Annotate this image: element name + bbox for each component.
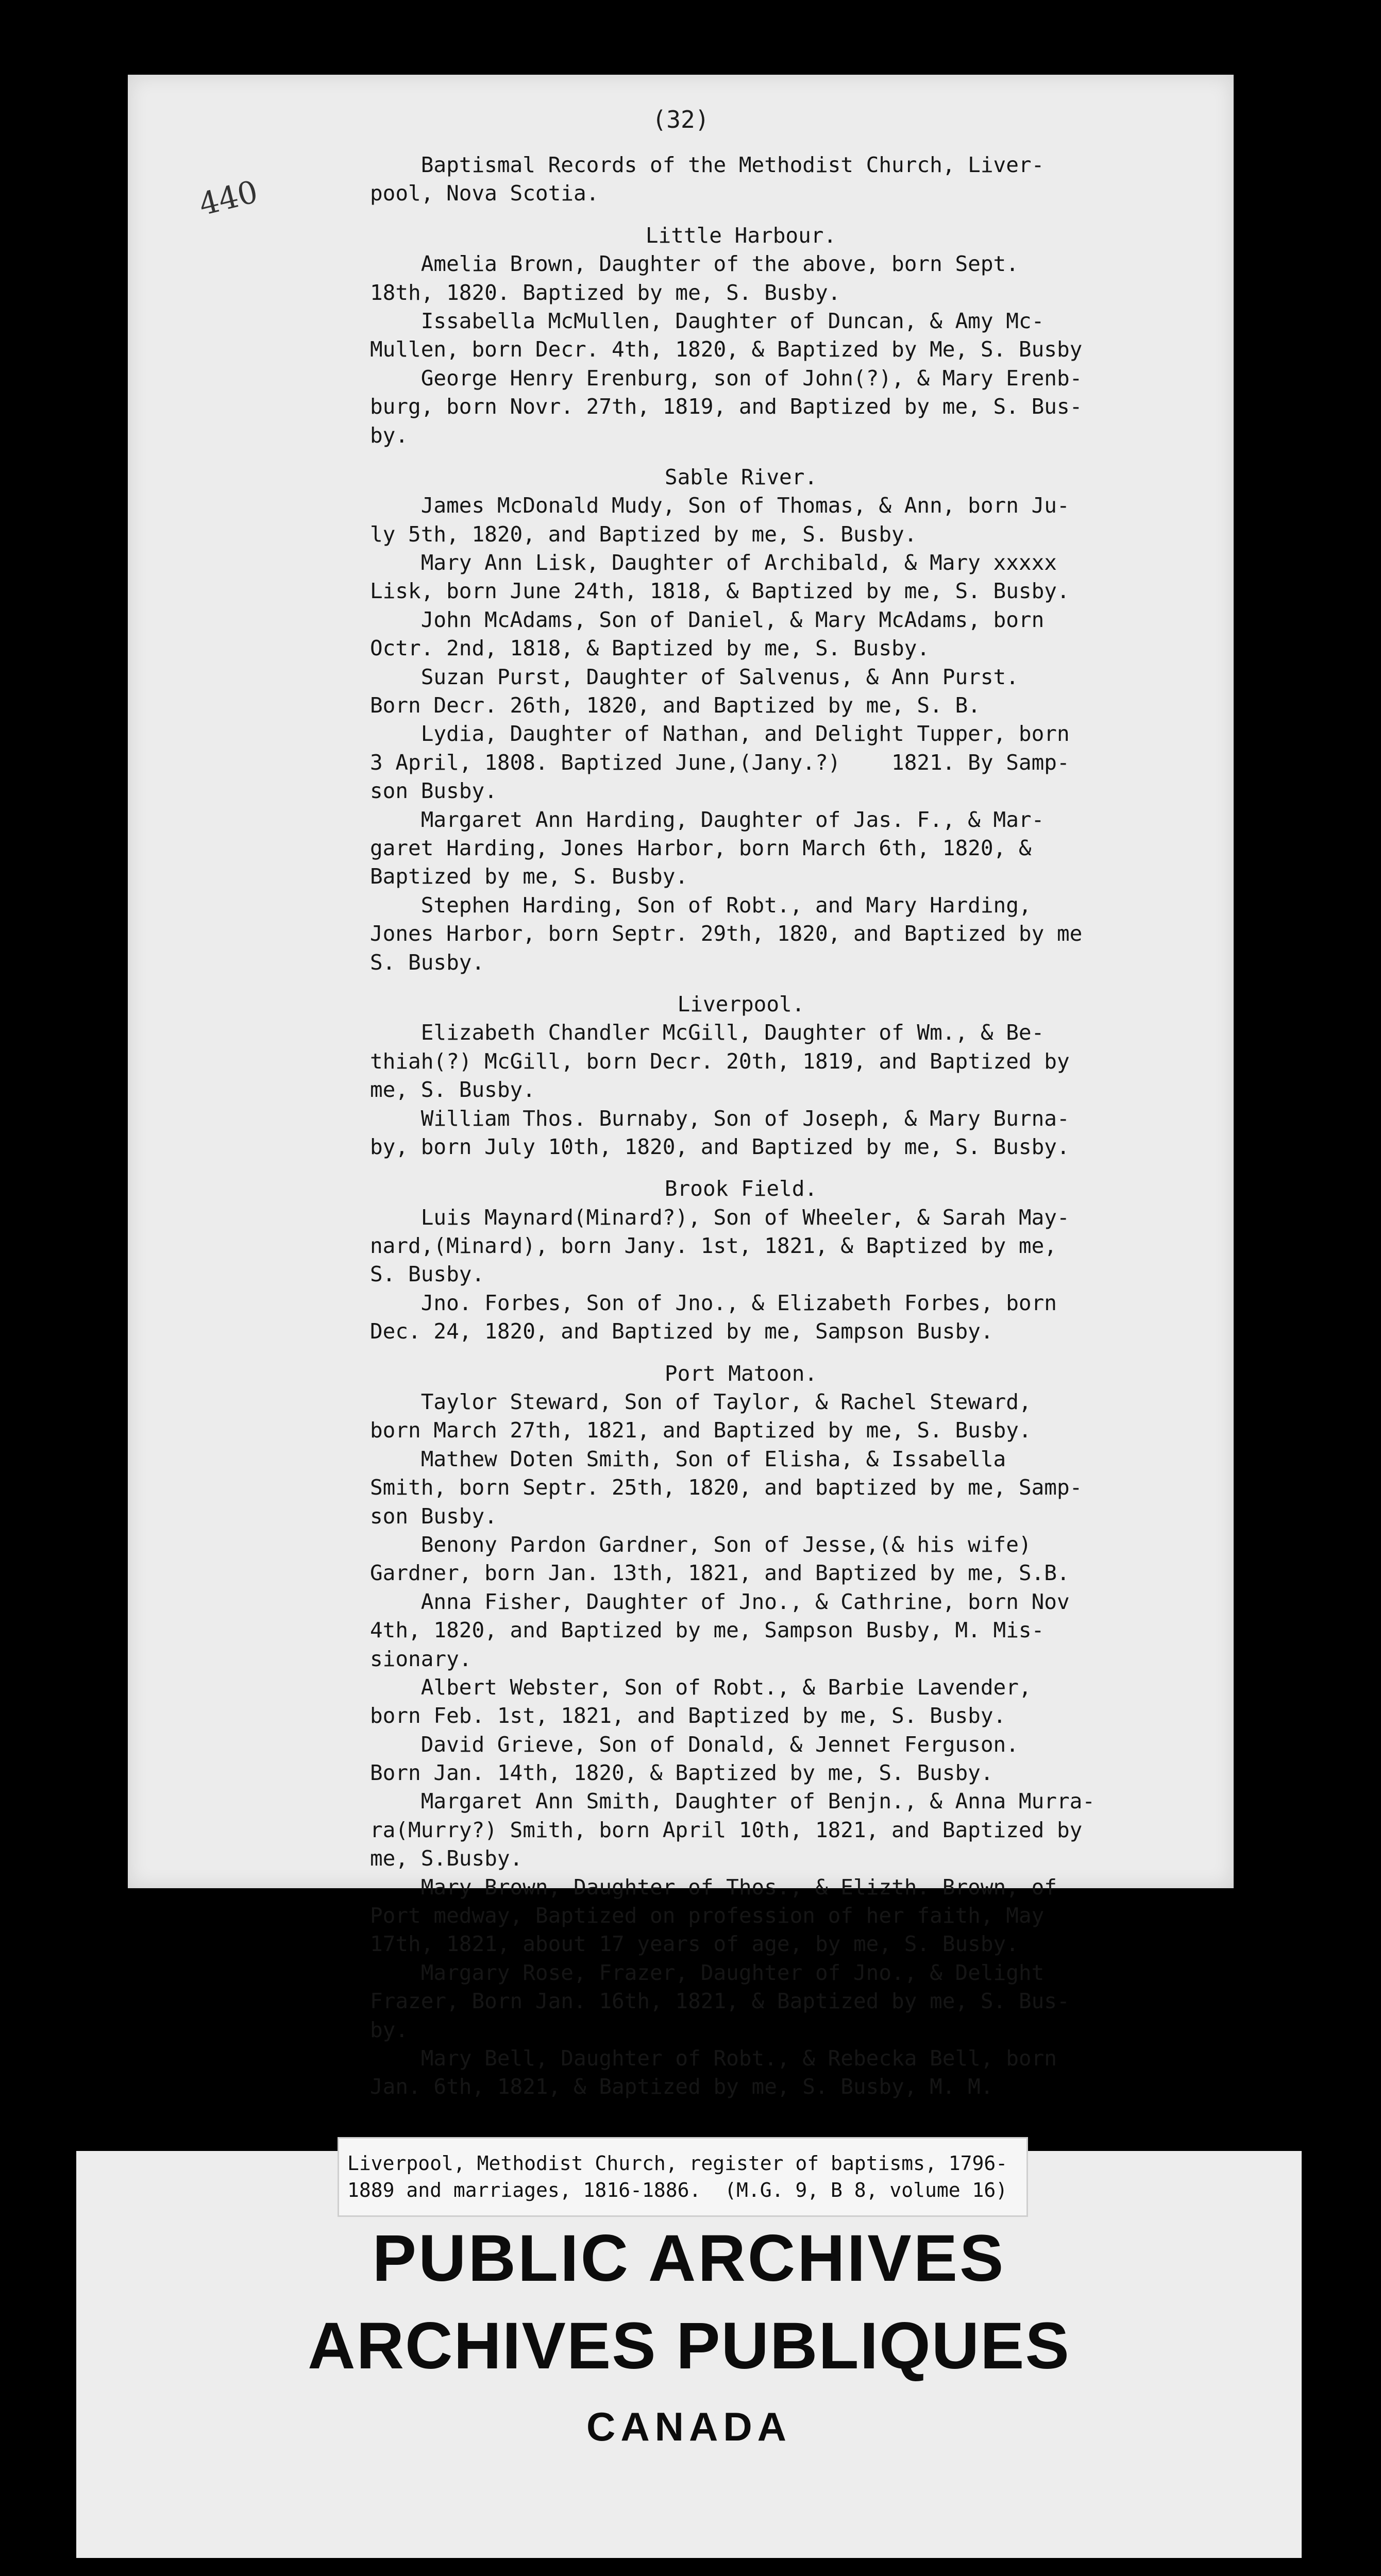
record-line: by. — [370, 2017, 409, 2042]
record-line: burg, born Novr. 27th, 1819, and Baptized by me, S. Bus- — [370, 394, 1083, 419]
record-text — [370, 151, 1194, 2102]
archive-title-english: PUBLIC ARCHIVES — [372, 2222, 1006, 2295]
record-line: Taylor Steward, Son of Taylor, & Rachel Steward, — [370, 1389, 1032, 1415]
record-line: Margaret Ann Smith, Daughter of Benjn., & Anna Murra- — [370, 1789, 1095, 1814]
record-line: Elizabeth Chandler McGill, Daughter of Wm., & Be- — [370, 1020, 1045, 1045]
section-heading: Brook Field. — [664, 1176, 818, 1201]
record-line: 18th, 1820. Baptized by me, S. Busby. — [370, 280, 841, 305]
record-line: pool, Nova Scotia. — [370, 181, 599, 206]
record-line: George Henry Erenburg, son of John(?), & Mary Erenb- — [370, 365, 1083, 391]
record-line: ly 5th, 1820, and Baptized by me, S. Busby. — [370, 521, 917, 547]
record-line: son Busby. — [370, 778, 497, 804]
citation-slip — [338, 2137, 1028, 2217]
section-gap — [370, 977, 1194, 990]
record-line: Octr. 2nd, 1818, & Baptized by me, S. Busby. — [370, 636, 930, 661]
record-line: Jones Harbor, born Septr. 29th, 1820, and Baptized by me — [370, 921, 1083, 946]
record-line: Frazer, Born Jan. 16th, 1821, & Baptized by me, S. Bus- — [370, 1989, 1070, 2014]
record-line: Amelia Brown, Daughter of the above, born Sept. — [370, 251, 1019, 277]
record-line: Lydia, Daughter of Nathan, and Delight Tupper, born — [370, 721, 1070, 747]
record-line: David Grieve, Son of Donald, & Jennet Ferguson. — [370, 1732, 1019, 1757]
citation-line-1: Liverpool, Methodist Church, register of baptisms, 1796- — [347, 2152, 1008, 2175]
record-line: Jan. 6th, 1821, & Baptized by me, S. Busby, M. M. — [370, 2074, 993, 2099]
record-line: by. — [370, 422, 409, 448]
record-line: born March 27th, 1821, and Baptized by me, S. Busby. — [370, 1418, 1032, 1443]
record-line: Anna Fisher, Daughter of Jno., & Cathrine, born Nov — [370, 1589, 1070, 1614]
document-page — [128, 75, 1234, 2099]
record-line: Dec. 24, 1820, and Baptized by me, Sampson Busby. — [370, 1319, 993, 1344]
record-line: Born Decr. 26th, 1820, and Baptized by me, S. B. — [370, 693, 981, 718]
record-line: John McAdams, Son of Daniel, & Mary McAdams, born — [370, 607, 1045, 632]
record-line: Albert Webster, Son of Robt., & Barbie Lavender, — [370, 1674, 1032, 1700]
record-line: 4th, 1820, and Baptized by me, Sampson Busby, M. Mis- — [370, 1618, 1045, 1643]
record-line: Baptized by me, S. Busby. — [370, 864, 688, 889]
record-line: Mathew Doten Smith, Son of Elisha, & Issabella — [370, 1446, 1006, 1471]
page-number: (32) — [652, 106, 710, 133]
section-heading: Port Matoon. — [664, 1361, 818, 1386]
record-line: Mary Brown, Daughter of Thos., & Elizth. Brown, of — [370, 1874, 1057, 1900]
citation-line-2: 1889 and marriages, 1816-1886. (M.G. 9, B 8, volume 16) — [347, 2179, 1008, 2201]
record-line: Born Jan. 14th, 1820, & Baptized by me, S. Busby. — [370, 1760, 993, 1786]
record-line: Jno. Forbes, Son of Jno., & Elizabeth Forbes, born — [370, 1290, 1057, 1315]
record-line: Mary Bell, Daughter of Robt., & Rebecka Bell, born — [370, 2046, 1057, 2071]
record-line: Suzan Purst, Daughter of Salvenus, & Ann Purst. — [370, 664, 1019, 689]
record-line: Margaret Ann Harding, Daughter of Jas. F., & Mar- — [370, 807, 1045, 832]
handwritten-note: 440 — [195, 174, 262, 223]
record-line: Margary Rose, Frazer, Daughter of Jno., & Delight — [370, 1960, 1045, 1985]
archive-title-french: ARCHIVES PUBLIQUES — [308, 2309, 1070, 2383]
record-line: me, S. Busby. — [370, 1077, 535, 1103]
section-gap — [370, 450, 1194, 463]
record-line: Issabella McMullen, Daughter of Duncan, & Amy Mc- — [370, 308, 1045, 333]
record-line: Port medway, Baptized on profession of her faith, May — [370, 1903, 1045, 1928]
section-gap — [370, 1161, 1194, 1175]
record-line: Smith, born Septr. 25th, 1820, and baptized by me, Samp- — [370, 1475, 1083, 1500]
record-line: by, born July 10th, 1820, and Baptized by me, S. Busby. — [370, 1134, 1070, 1159]
section-gap — [370, 208, 1194, 222]
record-line: 17th, 1821, about 17 years of age, by me, S. Busby. — [370, 1931, 1019, 1957]
record-line: born Feb. 1st, 1821, and Baptized by me, S. Busby. — [370, 1703, 1006, 1728]
record-line: Benony Pardon Gardner, Son of Jesse,(& his wife) — [370, 1532, 1032, 1557]
record-line: Mullen, born Decr. 4th, 1820, & Baptized by Me, S. Busby — [370, 337, 1083, 362]
record-line: James McDonald Mudy, Son of Thomas, & Ann, born Ju- — [370, 493, 1070, 518]
record-line: 3 April, 1808. Baptized June,(Jany.?) 1821. By Samp- — [370, 750, 1070, 775]
record-line: me, S.Busby. — [370, 1846, 523, 1871]
archive-country: CANADA — [586, 2404, 791, 2449]
record-line: son Busby. — [370, 1503, 497, 1529]
record-line: Baptismal Records of the Methodist Church, Liver- — [370, 152, 1045, 177]
record-line: Mary Ann Lisk, Daughter of Archibald, & Mary xxxxx — [370, 550, 1057, 575]
section-heading: Little Harbour. — [645, 223, 837, 248]
record-line: nard,(Minard), born Jany. 1st, 1821, & Baptized by me, — [370, 1233, 1057, 1259]
record-line: ra(Murry?) Smith, born April 10th, 1821, and Baptized by — [370, 1817, 1083, 1842]
section-heading: Liverpool. — [677, 991, 805, 1016]
record-line: Lisk, born June 24th, 1818, & Baptized by me, S. Busby. — [370, 579, 1070, 604]
record-line: S. Busby. — [370, 1262, 485, 1287]
section-heading: Sable River. — [664, 464, 818, 489]
record-line: Stephen Harding, Son of Robt., and Mary Harding, — [370, 892, 1032, 918]
record-line: William Thos. Burnaby, Son of Joseph, & Mary Burna- — [370, 1106, 1070, 1131]
record-line: thiah(?) McGill, born Decr. 20th, 1819, and Baptized by — [370, 1048, 1070, 1074]
section-gap — [370, 1346, 1194, 1360]
record-line: sionary. — [370, 1646, 472, 1671]
record-line: Luis Maynard(Minard?), Son of Wheeler, & Sarah May- — [370, 1205, 1070, 1230]
record-line: Gardner, born Jan. 13th, 1821, and Baptized by me, S.B. — [370, 1561, 1070, 1586]
record-line: garet Harding, Jones Harbor, born March 6th, 1820, & — [370, 835, 1032, 860]
record-line: S. Busby. — [370, 950, 485, 975]
